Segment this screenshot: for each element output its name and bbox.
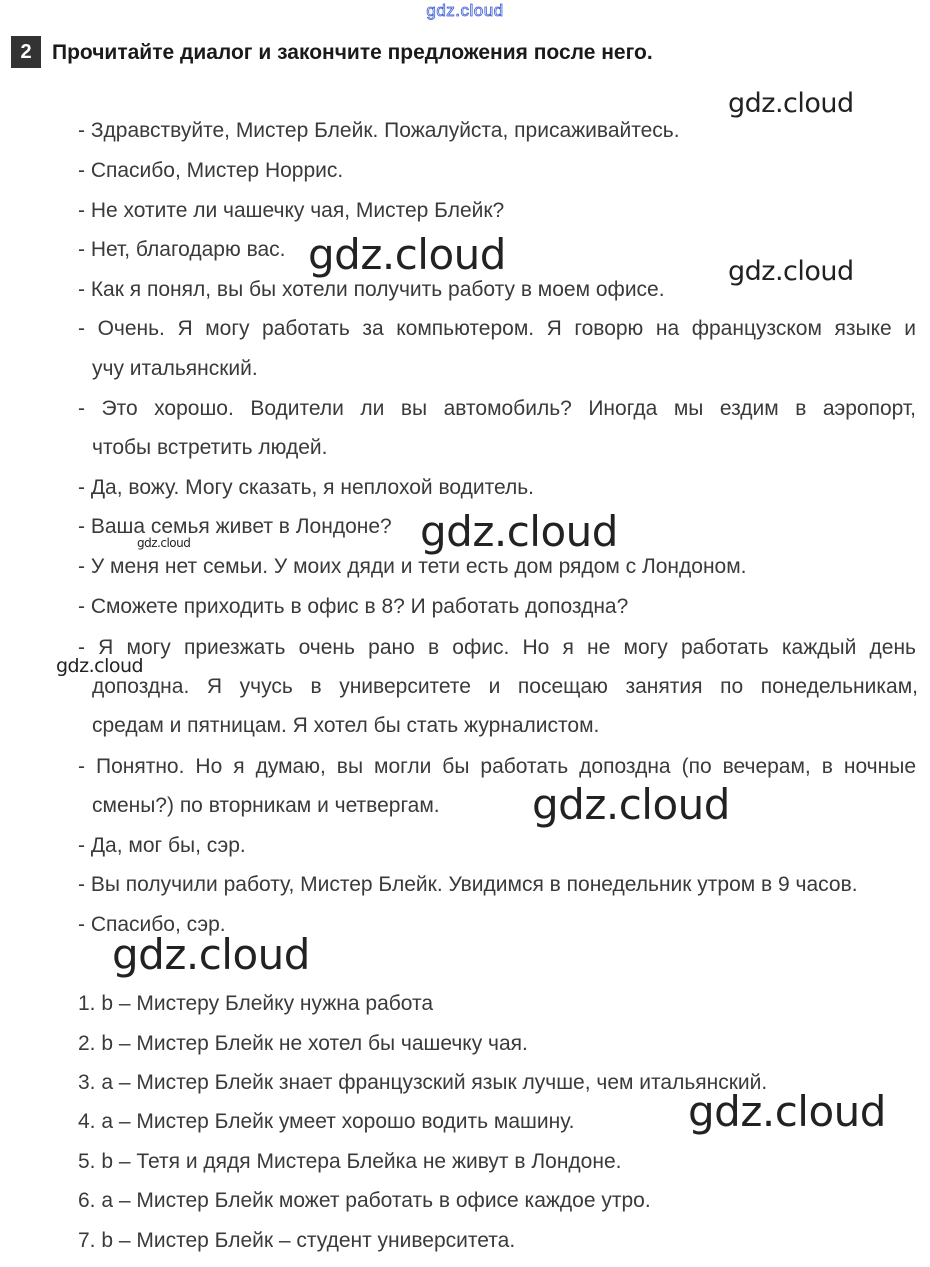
dialogue-line-continued: чтобы встретить людей. — [92, 436, 328, 459]
dialogue-line: - Я могу приезжать очень рано в офис. Но я не могу работать каждый день — [78, 636, 916, 659]
dialogue-line: - Очень. Я могу работать за компьютером. Я говорю на французском языке и — [78, 317, 916, 340]
dialogue-line: - Здравствуйте, Мистер Блейк. Пожалуйста, присаживайтесь. — [78, 119, 680, 142]
dialogue-line: - Это хорошо. Водители ли вы автомобиль? Иногда мы ездим в аэропорт, — [78, 397, 916, 420]
task-number-badge: 2 — [11, 36, 41, 68]
dialogue-line: - Спасибо, Мистер Норрис. — [78, 159, 344, 182]
answer-item: 2. b – Мистер Блейк не хотел бы чашечку чая. — [78, 1032, 528, 1055]
header-watermark: gdz.cloud — [426, 1, 504, 20]
dialogue-line-continued: смены?) по вторникам и четвергам. — [92, 794, 440, 817]
watermark: gdz.cloud — [728, 256, 854, 287]
watermark: gdz.cloud — [56, 655, 144, 677]
watermark: gdz.cloud — [532, 780, 730, 829]
dialogue-line: - Ваша семья живет в Лондоне? — [78, 515, 392, 538]
task-title: Прочитайте диалог и закончите предложения после него. — [52, 41, 653, 64]
dialogue-line-continued: допоздна. Я учусь в университете и посещаю занятия по понедельникам, — [92, 675, 918, 698]
dialogue-line-continued: средам и пятницам. Я хотел бы стать журналистом. — [92, 714, 600, 737]
dialogue-line: - Да, мог бы, сэр. — [78, 834, 246, 857]
watermark: gdz.cloud — [688, 1087, 886, 1136]
dialogue-line: - Да, вожу. Могу сказать, я неплохой водитель. — [78, 476, 534, 499]
watermark: gdz.cloud — [420, 507, 618, 556]
watermark: gdz.cloud — [728, 88, 854, 119]
dialogue-line-continued: учу итальянский. — [92, 357, 258, 380]
watermark: gdz.cloud — [137, 536, 191, 550]
answer-item: 4. a – Мистер Блейк умеет хорошо водить машину. — [78, 1110, 575, 1133]
answer-item: 7. b – Мистер Блейк – студент университета. — [78, 1229, 516, 1252]
answer-item: 3. a – Мистер Блейк знает французский язык лучше, чем итальянский. — [78, 1071, 768, 1094]
watermark: gdz.cloud — [112, 930, 310, 979]
dialogue-line: - У меня нет семьи. У моих дяди и тети есть дом рядом с Лондоном. — [78, 555, 747, 578]
watermark: gdz.cloud — [308, 230, 506, 279]
answer-item: 6. a – Мистер Блейк может работать в офисе каждое утро. — [78, 1189, 651, 1212]
dialogue-line: - Сможете приходить в офис в 8? И работать допоздна? — [78, 595, 629, 618]
dialogue-line: - Понятно. Но я думаю, вы могли бы работать допоздна (по вечерам, в ночные — [78, 755, 916, 778]
answer-item: 1. b – Мистеру Блейку нужна работа — [78, 992, 434, 1015]
dialogue-line: - Как я понял, вы бы хотели получить работу в моем офисе. — [78, 278, 665, 301]
dialogue-line: - Нет, благодарю вас. — [78, 238, 286, 261]
dialogue-line: - Не хотите ли чашечку чая, Мистер Блейк? — [78, 199, 505, 222]
dialogue-line: - Спасибо, сэр. — [78, 913, 226, 936]
dialogue-line: - Вы получили работу, Мистер Блейк. Увидимся в понедельник утром в 9 часов. — [78, 873, 858, 896]
answer-item: 5. b – Тетя и дядя Мистера Блейка не живут в Лондоне. — [78, 1150, 622, 1173]
